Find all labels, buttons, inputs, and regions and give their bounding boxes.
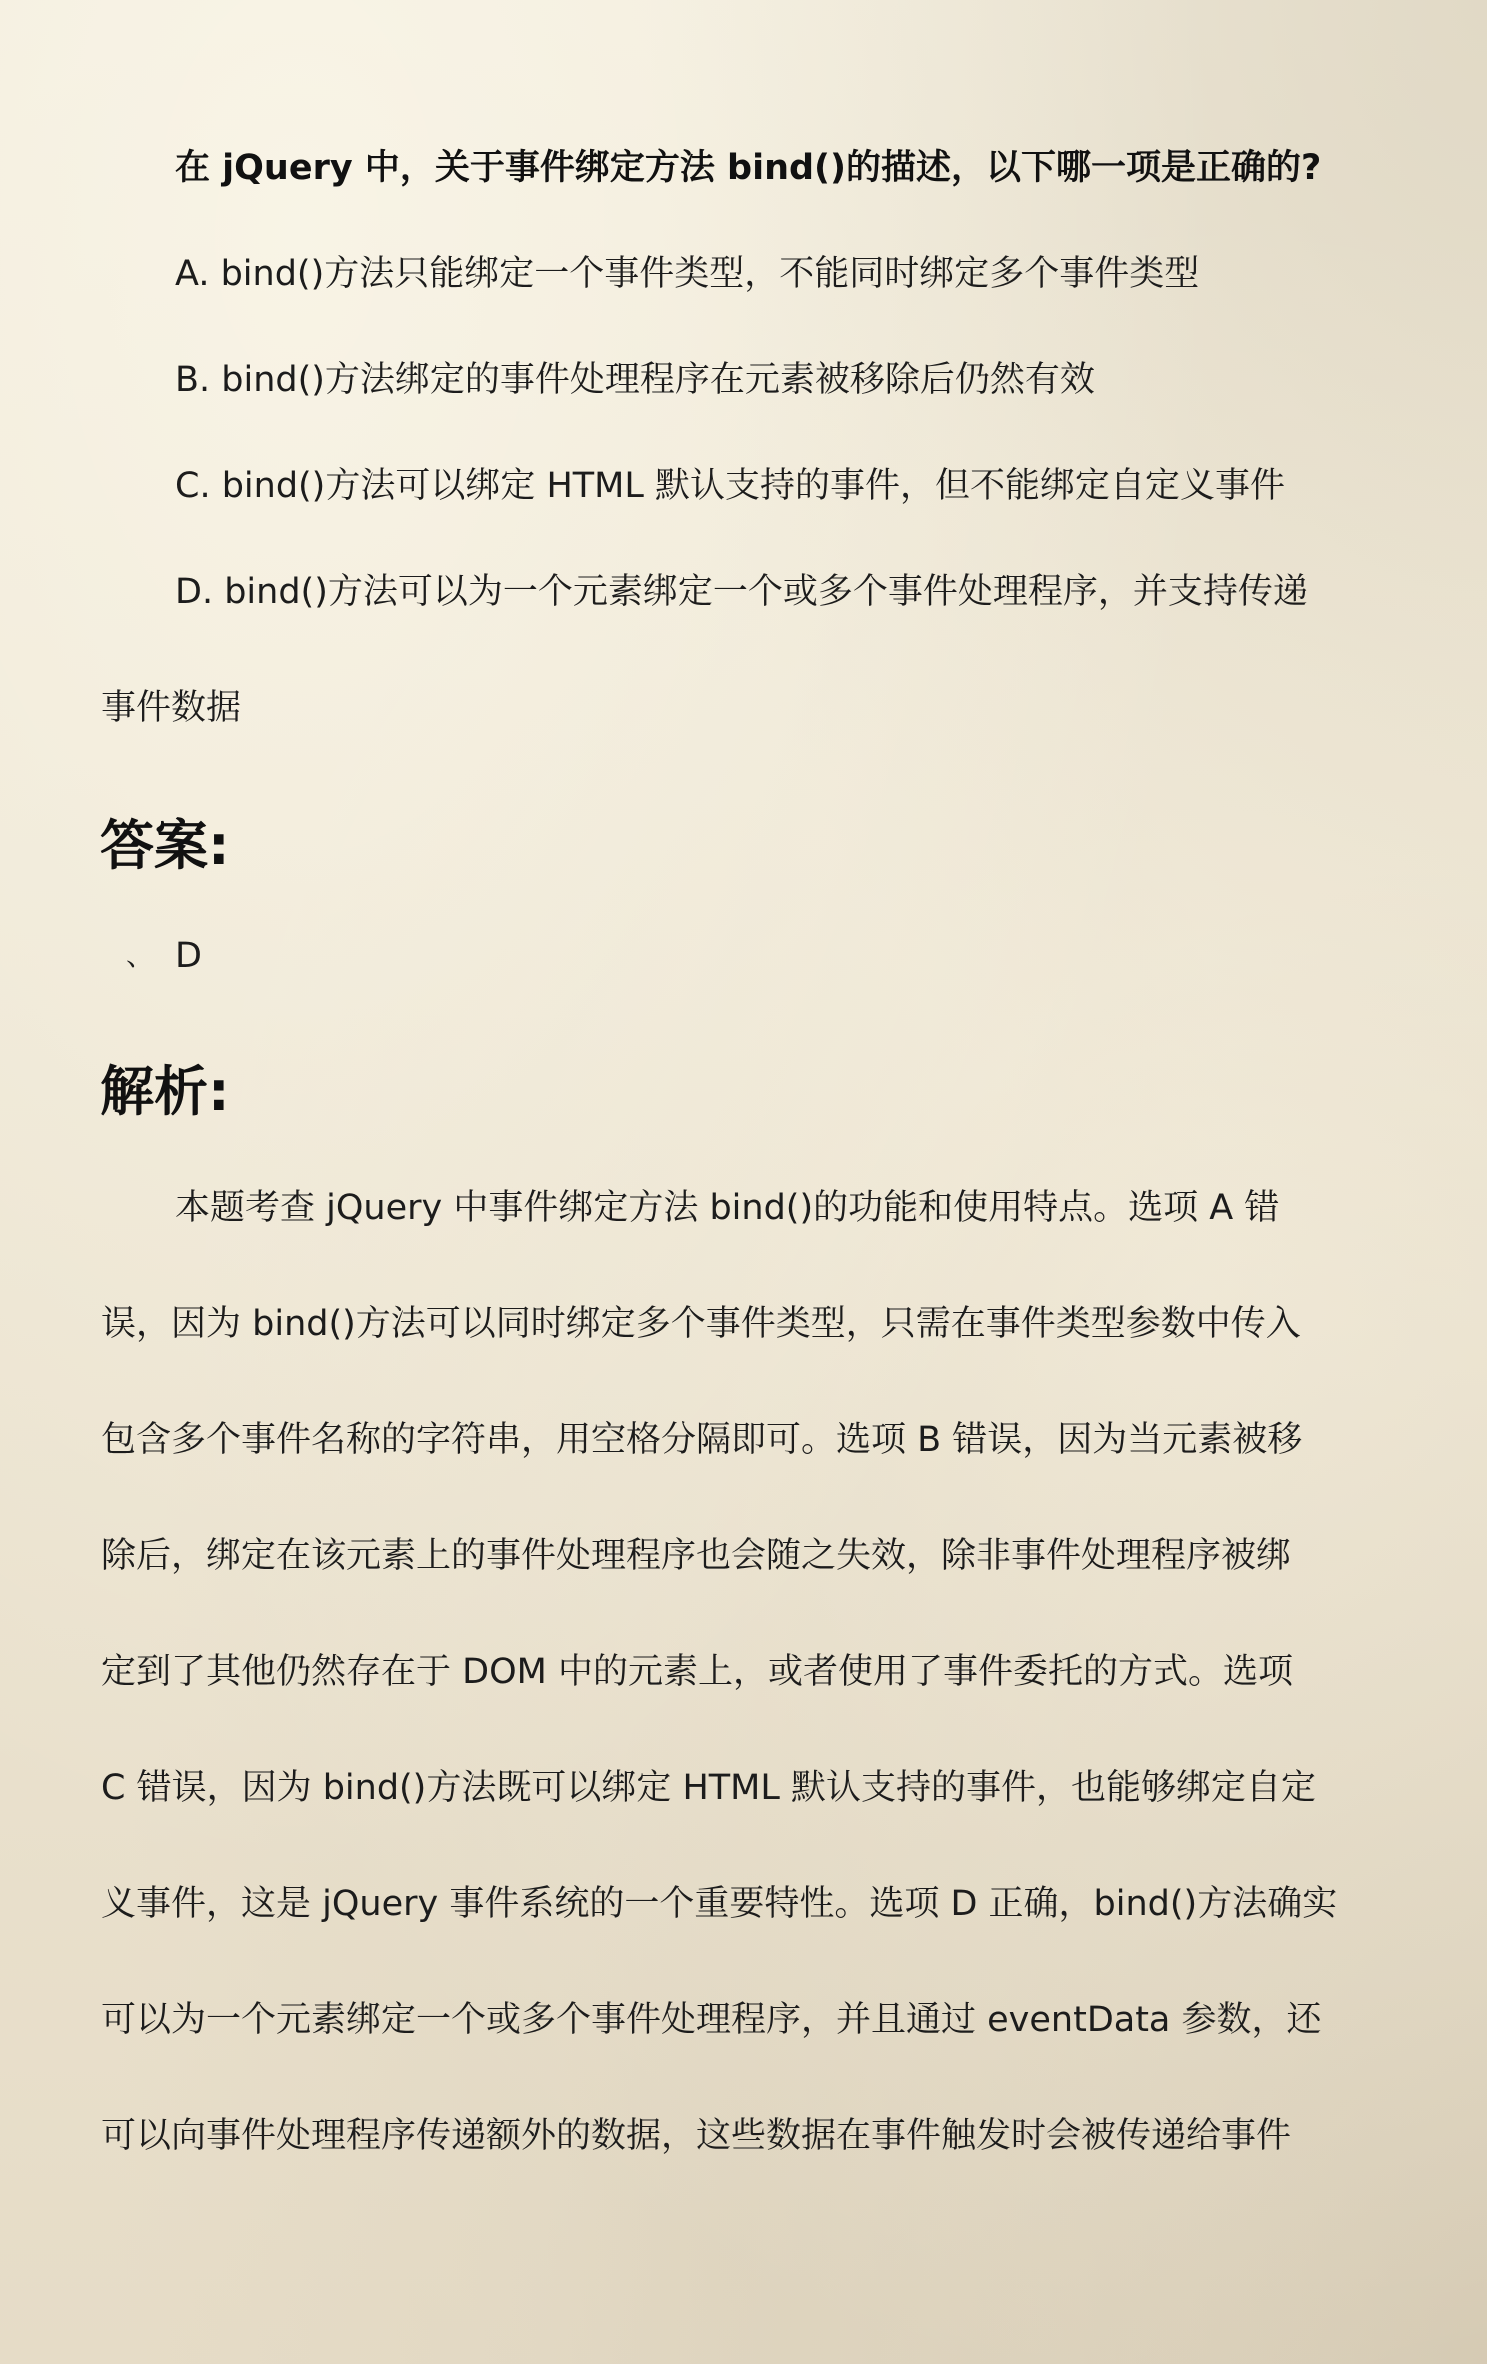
analysis-line: 包含多个事件名称的字符串，用空格分隔即可。选项 B 错误，因为当元素被移: [101, 1420, 1303, 1460]
option-d: D. bind()方法可以为一个元素绑定一个或多个事件处理程序，并支持传递: [175, 572, 1308, 612]
option-a: A. bind()方法只能绑定一个事件类型，不能同时绑定多个事件类型: [175, 254, 1200, 294]
option-b: B. bind()方法绑定的事件处理程序在元素被移除后仍然有效: [175, 360, 1095, 400]
question-stem: 在 jQuery 中，关于事件绑定方法 bind()的描述，以下哪一项是正确的?: [175, 148, 1322, 188]
analysis-line: 可以向事件处理程序传递额外的数据，这些数据在事件触发时会被传递给事件: [101, 2116, 1292, 2156]
analysis-line: 义事件，这是 jQuery 事件系统的一个重要特性。选项 D 正确，bind()方法确实: [101, 1884, 1338, 1924]
analysis-heading: 解析:: [100, 1060, 230, 1123]
answer-heading: 答案:: [100, 814, 230, 877]
option-c: C. bind()方法可以绑定 HTML 默认支持的事件，但不能绑定自定义事件: [175, 466, 1285, 506]
analysis-line: C 错误，因为 bind()方法既可以绑定 HTML 默认支持的事件，也能够绑定自定: [101, 1768, 1316, 1808]
analysis-line: 定到了其他仍然存在于 DOM 中的元素上，或者使用了事件委托的方式。选项: [101, 1652, 1293, 1692]
answer-value: D: [175, 936, 202, 976]
answer-bullet: 、: [126, 939, 155, 972]
analysis-line: 除后，绑定在该元素上的事件处理程序也会随之失效，除非事件处理程序被绑: [101, 1536, 1292, 1576]
option-d-continuation: 事件数据: [101, 688, 242, 728]
analysis-line: 可以为一个元素绑定一个或多个事件处理程序，并且通过 eventData 参数，还: [101, 2000, 1322, 2040]
analysis-line: 本题考查 jQuery 中事件绑定方法 bind()的功能和使用特点。选项 A 错: [175, 1188, 1280, 1228]
analysis-line: 误，因为 bind()方法可以同时绑定多个事件类型，只需在事件类型参数中传入: [101, 1304, 1301, 1344]
